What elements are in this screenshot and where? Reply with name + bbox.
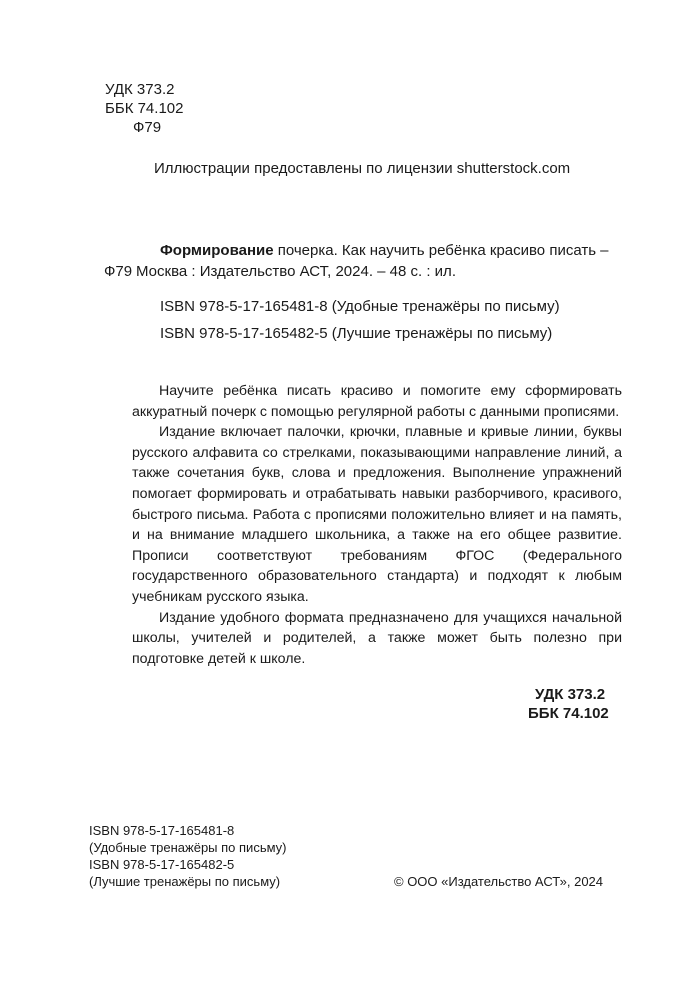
isbn-line-2: ISBN 978-5-17-165482-5 (Лучшие тренажёры по письму) <box>160 325 553 342</box>
bbk-code: ББК 74.102 <box>105 100 184 117</box>
footer-isbn-2-series: (Лучшие тренажёры по письму) <box>89 874 281 889</box>
annotation-paragraph: Издание включает палочки, крючки, плавные и кривые линии, буквы русского алфавита со стрелками, показывающими направление линий, а также сочетания букв, слова и предложения. Выполнение упражнений помогает формировать и отрабатывать навыки разборчивого, красивого, быстрого письма. Работа с прописями положительно влияет и на память, и на внимание младшего школьника, а также на его общее развитие. Прописи соответствуют требованиям ФГОС (Федерального государственного образовательного стандарта) и подходят к любым учебникам русского языка. <box>132 424 622 605</box>
title-bold: Формирование <box>160 242 274 259</box>
isbn-line-1: ISBN 978-5-17-165481-8 (Удобные тренажёры по письму) <box>160 298 560 315</box>
bibliographic-imprint: Москва : Издательство АСТ, 2024. – 48 с. : ил. <box>136 263 456 280</box>
footer-isbn-2: ISBN 978-5-17-165482-5 <box>89 857 235 872</box>
annotation <box>132 381 622 669</box>
bbk-bold: ББК 74.102 <box>528 705 609 722</box>
bibliographic-title <box>160 242 609 260</box>
footer-isbn-1: ISBN 978-5-17-165481-8 <box>89 823 235 838</box>
copyright: © ООО «Издательство АСТ», 2024 <box>394 874 604 889</box>
udk-bold: УДК 373.2 <box>535 686 606 703</box>
bibliographic-author-sign: Ф79 <box>104 263 133 280</box>
footer-isbn-1-series: (Удобные тренажёры по письму) <box>89 840 287 855</box>
annotation-paragraph: Научите ребёнка писать красиво и помогите ему сформировать аккуратный почерк с помощью регулярной работы с данными прописями. <box>132 383 622 420</box>
illustrations-note: Иллюстрации предоставлены по лицензии shutterstock.com <box>154 160 571 177</box>
title-rest: почерка. Как научить ребёнка красиво писать – <box>273 242 609 259</box>
author-sign: Ф79 <box>133 119 162 136</box>
udk-code: УДК 373.2 <box>105 81 175 98</box>
annotation-paragraph: Издание удобного формата предназначено для учащихся начальной школы, учителей и родителей, а также может быть полезно при подготовке детей к школе. <box>132 609 622 667</box>
